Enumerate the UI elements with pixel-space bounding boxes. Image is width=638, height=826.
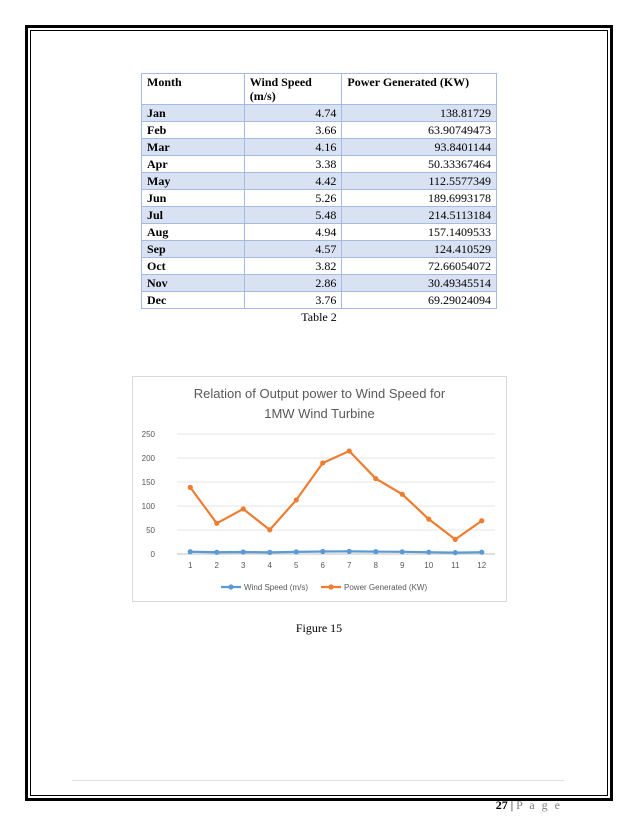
data-point bbox=[188, 549, 193, 554]
legend-marker bbox=[228, 584, 233, 589]
data-point bbox=[214, 521, 219, 526]
data-point bbox=[453, 537, 458, 542]
cell-month: Sep bbox=[142, 241, 245, 258]
cell-power: 30.49345514 bbox=[342, 275, 497, 292]
page-number bbox=[496, 798, 562, 813]
cell-month: Jun bbox=[142, 190, 245, 207]
x-tick-label: 12 bbox=[477, 561, 487, 570]
cell-wind-speed: 4.16 bbox=[244, 139, 342, 156]
y-tick-label: 0 bbox=[150, 550, 155, 559]
series-line-wind-speed bbox=[190, 551, 482, 552]
data-point bbox=[241, 506, 246, 511]
chart-container bbox=[132, 376, 507, 602]
cell-wind-speed: 5.26 bbox=[244, 190, 342, 207]
header-wind-speed: Wind Speed (m/s) bbox=[244, 74, 342, 105]
data-point bbox=[373, 476, 378, 481]
data-point bbox=[426, 517, 431, 522]
cell-power: 157.1409533 bbox=[342, 224, 497, 241]
x-tick-label: 4 bbox=[267, 561, 272, 570]
table-row bbox=[142, 122, 497, 139]
cell-month: Apr bbox=[142, 156, 245, 173]
data-point bbox=[426, 550, 431, 555]
x-tick-label: 2 bbox=[214, 561, 219, 570]
data-point bbox=[400, 549, 405, 554]
table-row bbox=[142, 139, 497, 156]
table-row bbox=[142, 105, 497, 122]
cell-month: Oct bbox=[142, 258, 245, 275]
cell-month: Feb bbox=[142, 122, 245, 139]
table-row bbox=[142, 292, 497, 309]
data-point bbox=[294, 497, 299, 502]
x-tick-label: 7 bbox=[347, 561, 352, 570]
legend-label: Wind Speed (m/s) bbox=[244, 583, 309, 592]
x-tick-label: 11 bbox=[451, 561, 460, 570]
table-row bbox=[142, 190, 497, 207]
table-row bbox=[142, 241, 497, 258]
wind-data-table bbox=[141, 73, 497, 309]
table-row bbox=[142, 156, 497, 173]
cell-wind-speed: 4.57 bbox=[244, 241, 342, 258]
table-row bbox=[142, 258, 497, 275]
series-line-power bbox=[190, 451, 482, 539]
cell-month: Jan bbox=[142, 105, 245, 122]
data-point bbox=[347, 549, 352, 554]
cell-power: 72.66054072 bbox=[342, 258, 497, 275]
table-row bbox=[142, 207, 497, 224]
chart-title-line-1: Relation of Output power to Wind Speed for bbox=[193, 386, 446, 401]
data-point bbox=[320, 549, 325, 554]
x-tick-label: 9 bbox=[400, 561, 405, 570]
data-point bbox=[241, 549, 246, 554]
x-tick-label: 6 bbox=[320, 561, 325, 570]
cell-month: May bbox=[142, 173, 245, 190]
cell-month: Mar bbox=[142, 139, 245, 156]
y-tick-label: 200 bbox=[141, 454, 155, 463]
cell-month: Aug bbox=[142, 224, 245, 241]
page-number-value: 27 bbox=[495, 798, 508, 812]
cell-wind-speed: 3.82 bbox=[244, 258, 342, 275]
x-tick-label: 10 bbox=[424, 561, 434, 570]
cell-wind-speed: 5.48 bbox=[244, 207, 342, 224]
cell-month: Nov bbox=[142, 275, 245, 292]
cell-wind-speed: 4.74 bbox=[244, 105, 342, 122]
data-point bbox=[267, 527, 272, 532]
cell-wind-speed: 3.66 bbox=[244, 122, 342, 139]
x-tick-label: 5 bbox=[294, 561, 299, 570]
data-point bbox=[347, 448, 352, 453]
cell-power: 214.5113184 bbox=[342, 207, 497, 224]
footer-divider bbox=[72, 780, 564, 781]
data-point bbox=[400, 492, 405, 497]
legend-label: Power Generated (KW) bbox=[344, 583, 428, 592]
data-point bbox=[479, 518, 484, 523]
data-point bbox=[453, 550, 458, 555]
cell-wind-speed: 4.94 bbox=[244, 224, 342, 241]
page-word: P a g e bbox=[516, 798, 562, 812]
header-power: Power Generated (KW) bbox=[342, 74, 497, 105]
x-tick-label: 3 bbox=[241, 561, 246, 570]
cell-power: 93.8401144 bbox=[342, 139, 497, 156]
cell-power: 50.33367464 bbox=[342, 156, 497, 173]
figure-caption: Figure 15 bbox=[295, 621, 343, 635]
cell-power: 189.6993178 bbox=[342, 190, 497, 207]
table-row bbox=[142, 224, 497, 241]
y-tick-label: 150 bbox=[141, 478, 155, 487]
cell-wind-speed: 3.76 bbox=[244, 292, 342, 309]
page-number-separator: | bbox=[510, 798, 514, 812]
x-tick-label: 8 bbox=[373, 561, 378, 570]
cell-power: 69.29024094 bbox=[342, 292, 497, 309]
data-point bbox=[479, 550, 484, 555]
cell-power: 63.90749473 bbox=[342, 122, 497, 139]
table-header-row bbox=[142, 74, 497, 105]
data-point bbox=[294, 549, 299, 554]
cell-power: 112.5577349 bbox=[342, 173, 497, 190]
x-tick-label: 1 bbox=[188, 561, 193, 570]
data-point bbox=[267, 550, 272, 555]
cell-month: Jul bbox=[142, 207, 245, 224]
cell-month: Dec bbox=[142, 292, 245, 309]
cell-power: 124.410529 bbox=[342, 241, 497, 258]
data-point bbox=[188, 485, 193, 490]
y-tick-label: 100 bbox=[141, 502, 155, 511]
chart-title-line-2: 1MW Wind Turbine bbox=[264, 406, 375, 421]
cell-wind-speed: 4.42 bbox=[244, 173, 342, 190]
table-row bbox=[142, 275, 497, 292]
cell-power: 138.81729 bbox=[342, 105, 497, 122]
legend-marker bbox=[328, 584, 333, 589]
header-month: Month bbox=[142, 74, 245, 105]
cell-wind-speed: 2.86 bbox=[244, 275, 342, 292]
data-point bbox=[373, 549, 378, 554]
table-row bbox=[142, 173, 497, 190]
data-point bbox=[320, 460, 325, 465]
y-tick-label: 50 bbox=[146, 526, 155, 535]
cell-wind-speed: 3.38 bbox=[244, 156, 342, 173]
data-point bbox=[214, 550, 219, 555]
line-chart bbox=[133, 377, 506, 601]
table-caption: Table 2 bbox=[301, 310, 337, 324]
y-tick-label: 250 bbox=[141, 430, 155, 439]
